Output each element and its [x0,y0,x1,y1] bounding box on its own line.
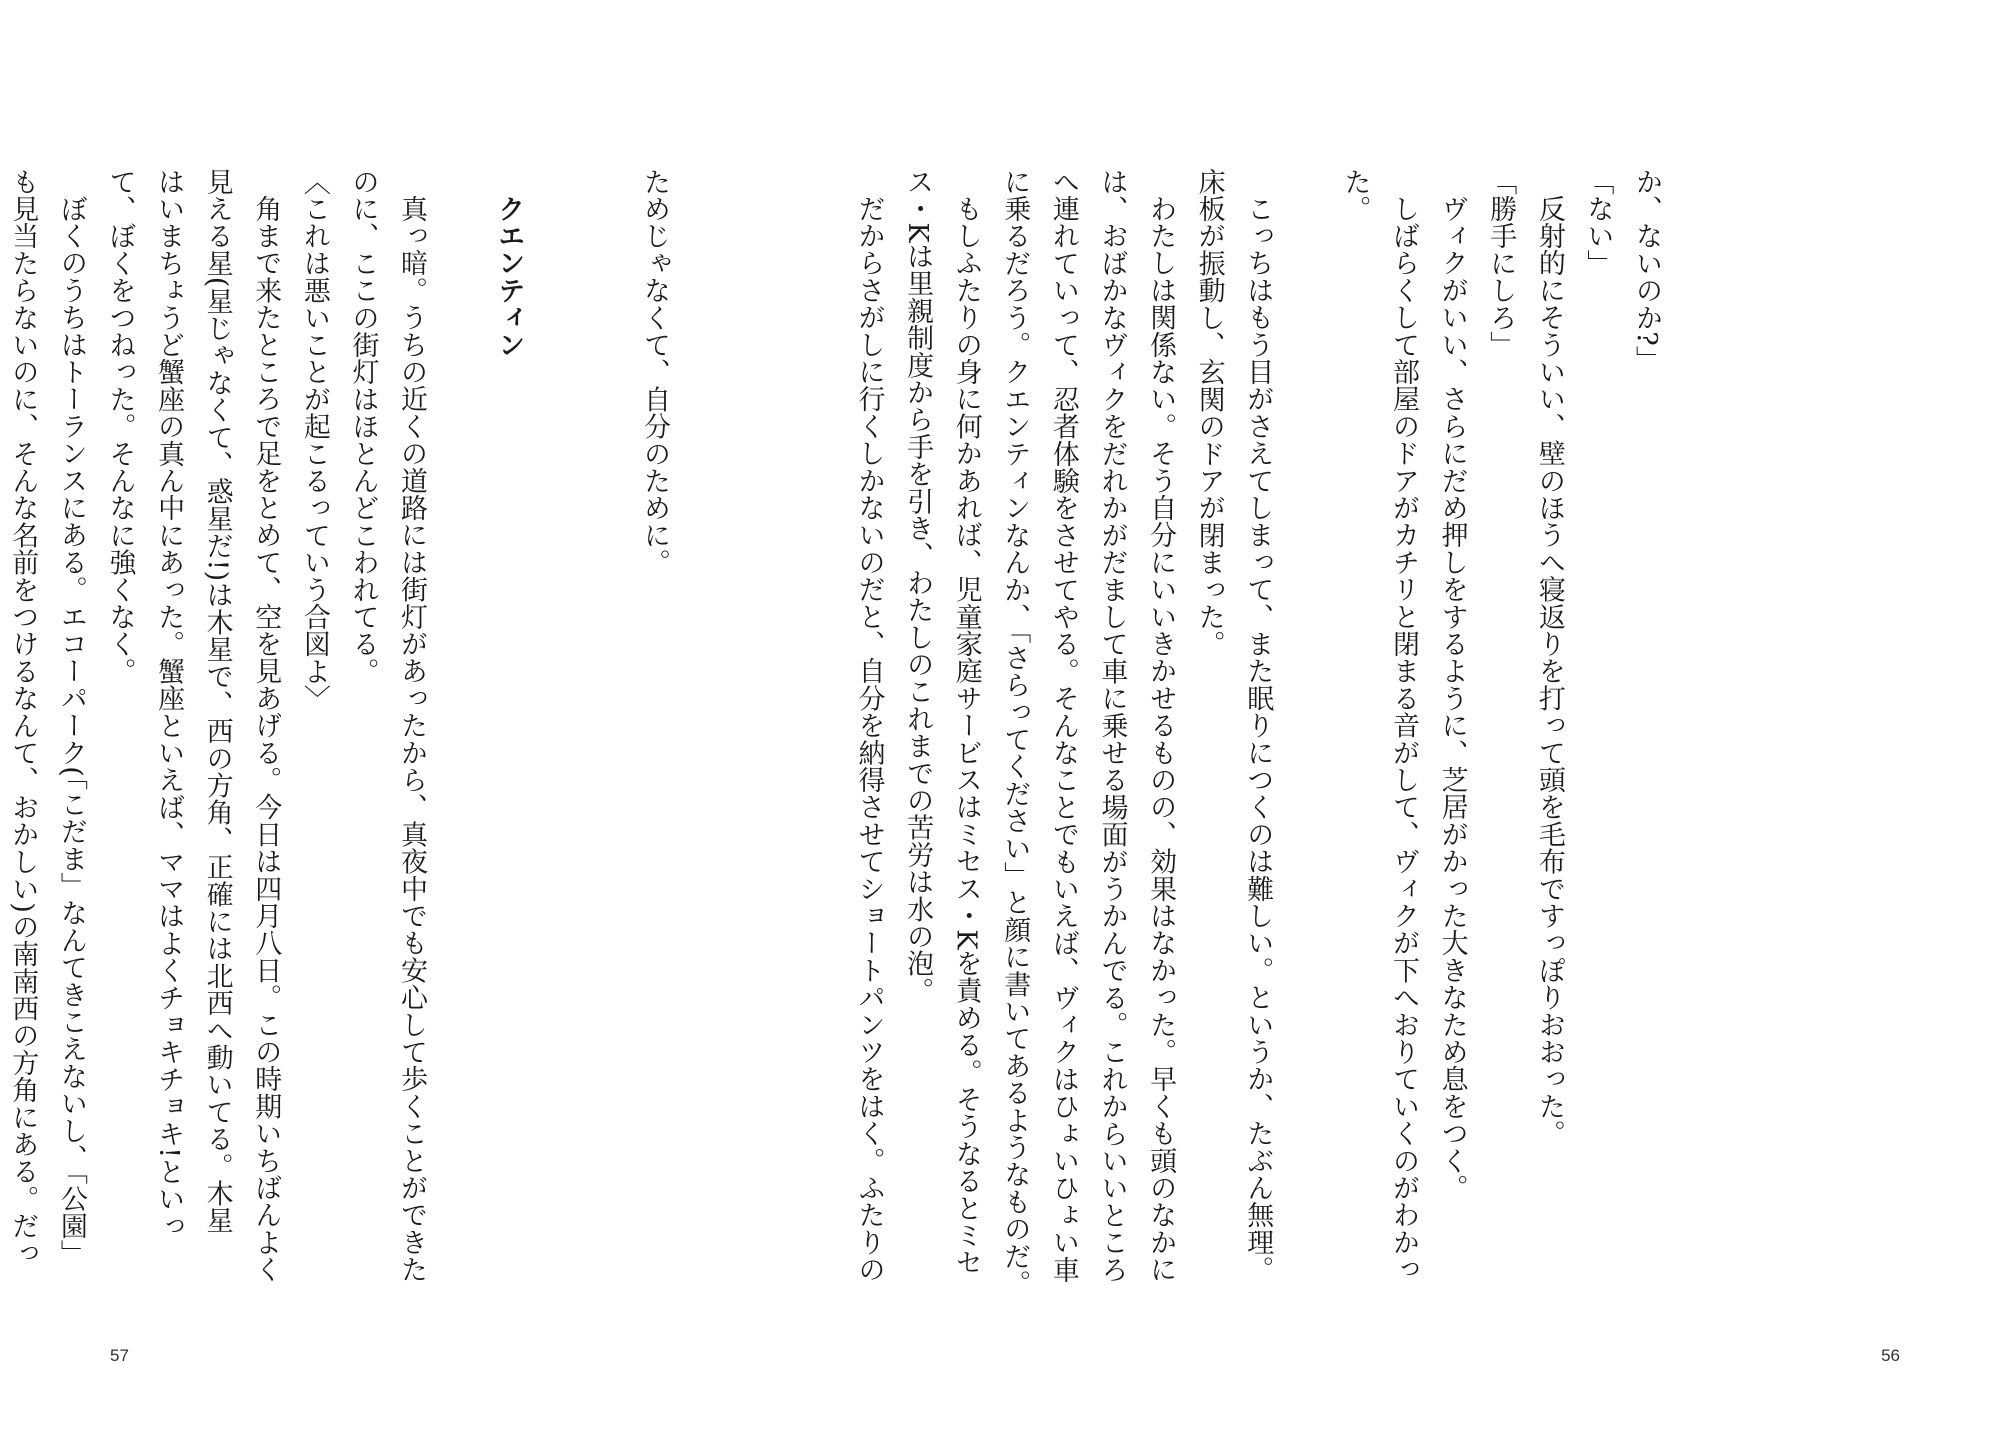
left-line-7: のに、ここの街灯はほとんどこわれてる。 [347,168,379,685]
right-line-16: ス・Kは里親制度から手を引き、わたしのこれまでの苦労は水の泡。 [902,168,934,1005]
right-line-4: 「勝手にしろ」 [1485,168,1517,359]
page-number-right: 56 [1881,1346,1900,1365]
left-line-14: も見当たらないのに、そんな名前をつけるなんて、おかしい)の南南西の方角にある。だっ [7,168,39,1267]
right-line-2: 「ない」 [1582,168,1614,277]
left-blank-line [532,168,581,1278]
right-line-5: ヴィクがいい、さらにだめ押しをするように、芝居がかった大きなため息をつく。 [1436,195,1468,1202]
right-blank-line [1281,168,1330,1278]
left-line-13: ぼくのうちはトーランスにある。エコーパーク(「こだま」なんてきこえないし、「公園」 [55,195,87,1267]
left-line-9: 角まで来たところで足をとめて、空を見あげる。今日は四月八日。この時期いちばんよく [250,195,282,1283]
right-line-17: だからさがしに行くしかないのだと、自分を納得させてショートパンツをはく。ふたりの [853,195,885,1283]
right-line-11: わたしは関係ない。そう自分にいいきかせるものの、効果はなかった。早くも頭のなかに [1145,195,1177,1283]
left-line-10: 見える星(星じゃなくて、惑星だ!)は木星で、西の方角、正確には北西へ動いてる。木星 [201,168,233,1235]
page-number-left: 57 [110,1346,129,1365]
left-line-12: て、ぼくをつねった。そんなに強くなく。 [104,168,136,685]
left-blank-line [435,168,484,1278]
left-page-body-text [7,168,678,1283]
right-line-7: た。 [1339,168,1371,223]
right-line-13: へ連れていって、忍者体験をさせてやる。そんなことでもいえば、ヴィクはひょいひょい車 [1047,168,1079,1284]
section-heading: クエンティン [493,195,525,359]
left-line-8: 〈これは悪いことが起こるっていう合図よ〉 [298,168,330,712]
right-line-14: に乗るだろう。クエンティンなんか、「さらってください」と顔に書いてあるようなものだ。 [999,168,1031,1297]
left-blank-line [581,168,630,1278]
page-right [853,0,2000,1440]
right-line-6: しばらくして部屋のドアがカチリと閉まる音がして、ヴィクが下へおりていくのがわかっ [1388,195,1420,1283]
right-page-body-text [853,168,1670,1297]
right-line-12: は、おばかなヴィクをだれかがだまして車に乗せる場面がうかんでる。これからいいところ [1096,168,1128,1284]
right-line-3: 反射的にそういい、壁のほうへ寝返りを打って頭を毛布ですっぽりおおった。 [1533,195,1565,1147]
left-line-1: ためじゃなくて、自分のために。 [639,168,670,576]
right-line-9: こっちはもう目がさえてしまって、また眠りにつくのは難しい。というか、たぶん無理。 [1242,195,1274,1283]
right-line-1: か、ないのか?」 [1631,168,1662,374]
left-line-11: はいまちょうど蟹座の真ん中にあった。蟹座といえば、ママはよくチョキチョキ!といっ [153,168,185,1240]
right-line-15: もしふたりの身に何かあれば、児童家庭サービスはミセス・Kを責める。そうなるとミセ [950,195,982,1277]
left-line-6: 真っ暗。うちの近くの道路には街灯があったから、真夜中でも安心して歩くことができた [396,195,428,1283]
right-line-10: 床板が振動し、玄関のドアが閉まった。 [1193,168,1225,658]
